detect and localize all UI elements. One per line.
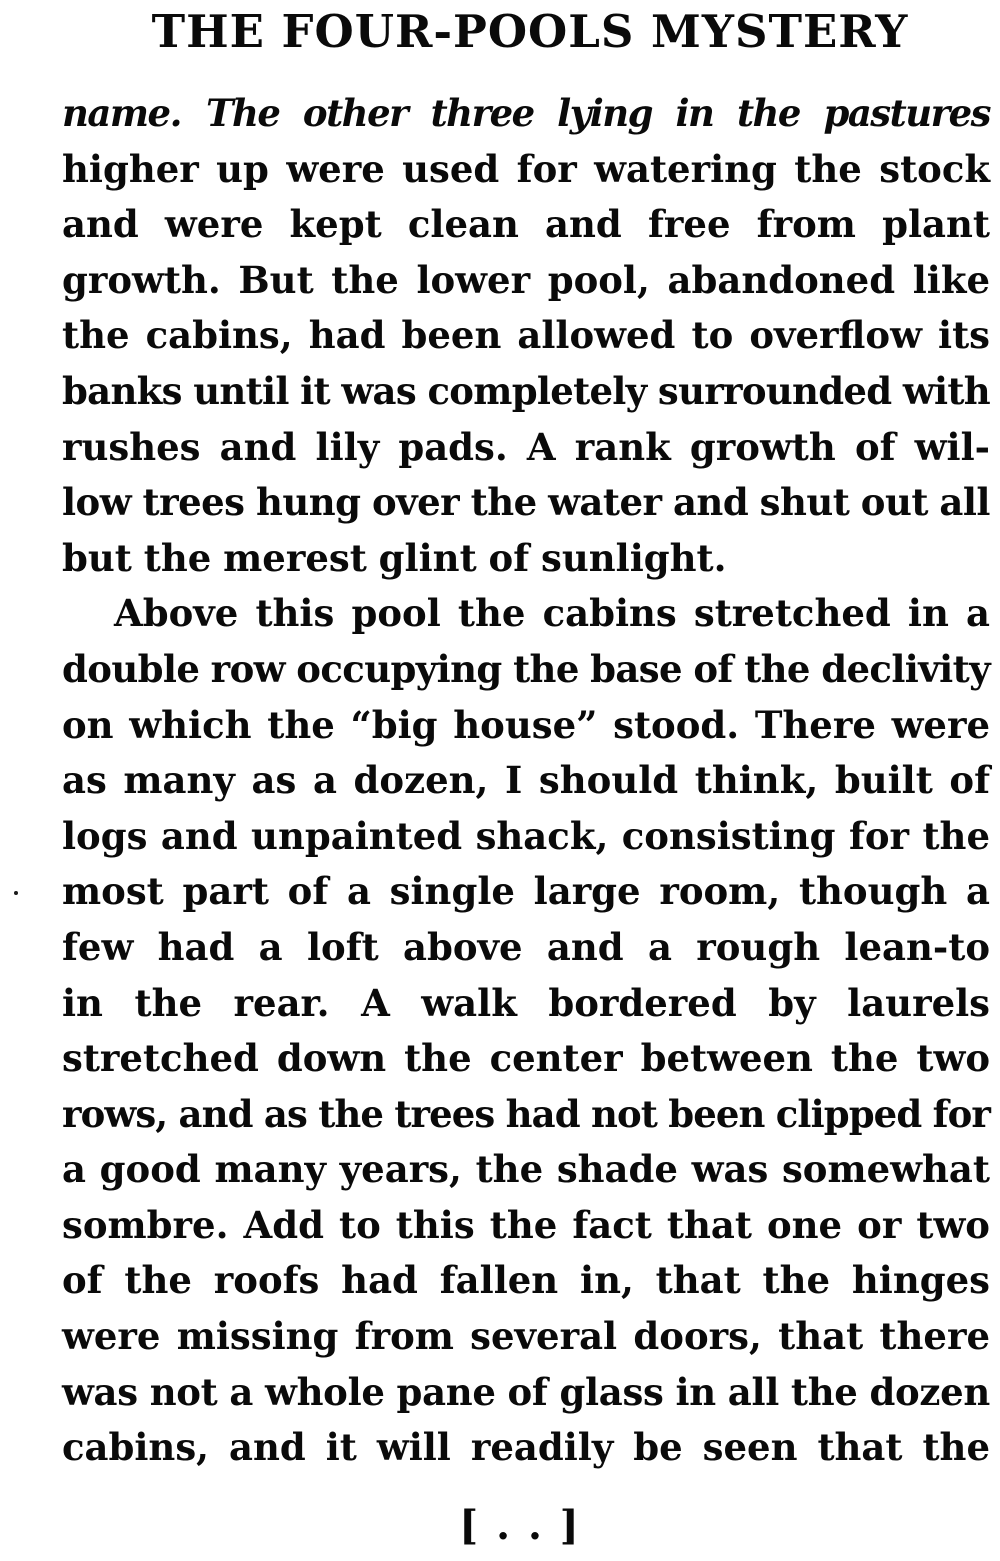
text-run: and were kept clean and free from plant <box>62 202 990 247</box>
running-head: THE FOUR-POOLS MYSTERY <box>151 5 909 58</box>
paragraph-2 <box>62 586 990 1476</box>
text-line: was not a whole pane of glass in all the dozen <box>62 1369 990 1414</box>
text-line <box>62 86 990 142</box>
text-line: on which the “big house” stood. There were <box>62 702 990 747</box>
text-line: were missing from several doors, that there <box>62 1314 990 1359</box>
italic-text-run: The other three lying in the pastures <box>205 91 990 135</box>
text-line: rows, and as the trees had not been clipped for <box>62 1091 990 1136</box>
text-line <box>62 253 990 309</box>
text-line: of the roofs had fallen in, that the hinges <box>62 1258 990 1303</box>
text-line: a good many years, the shade was somewhat <box>62 1147 990 1192</box>
text-line: logs and unpainted shack, consisting for the <box>62 813 990 858</box>
text-line <box>62 531 990 587</box>
text-line: most part of a single large room, though a <box>62 869 990 914</box>
text-line <box>62 364 990 420</box>
text-line <box>62 475 990 531</box>
paragraph-1 <box>62 86 990 586</box>
text-line <box>62 197 990 253</box>
text-line: sombre. Add to this the fact that one or two <box>62 1202 990 1247</box>
italic-text-run: name. <box>62 91 181 135</box>
text-run: but the merest glint of sunlight. <box>62 535 727 580</box>
text-run: banks until it was completely surrounded with <box>62 368 990 413</box>
text-line: cabins, and it will readily be seen that the <box>62 1425 990 1470</box>
text-line: few had a loft above and a rough lean-to <box>62 924 990 969</box>
text-run: rushes and lily pads. A rank growth of wil- <box>62 424 990 469</box>
text-line: double row occupying the base of the declivity <box>62 646 990 691</box>
text-run: the cabins, had been allowed to overflow its <box>62 313 990 358</box>
body-text <box>62 86 990 1476</box>
text-line <box>62 142 990 198</box>
text-line: Above this pool the cabins stretched in a <box>114 591 990 636</box>
stray-print-mark <box>14 891 18 895</box>
text-line: as many as a dozen, I should think, built of <box>62 758 990 803</box>
text-line <box>62 420 990 476</box>
text-run: low trees hung over the water and shut out all <box>62 480 990 525</box>
text-line <box>62 308 990 364</box>
text-run <box>181 91 206 135</box>
text-line: in the rear. A walk bordered by laurels <box>62 980 990 1025</box>
folio-page-number: [ . . ] <box>459 1502 581 1549</box>
text-line: stretched down the center between the two <box>62 1036 990 1081</box>
text-run: higher up were used for watering the stock <box>62 146 990 191</box>
text-run: growth. But the lower pool, abandoned like <box>62 257 990 302</box>
